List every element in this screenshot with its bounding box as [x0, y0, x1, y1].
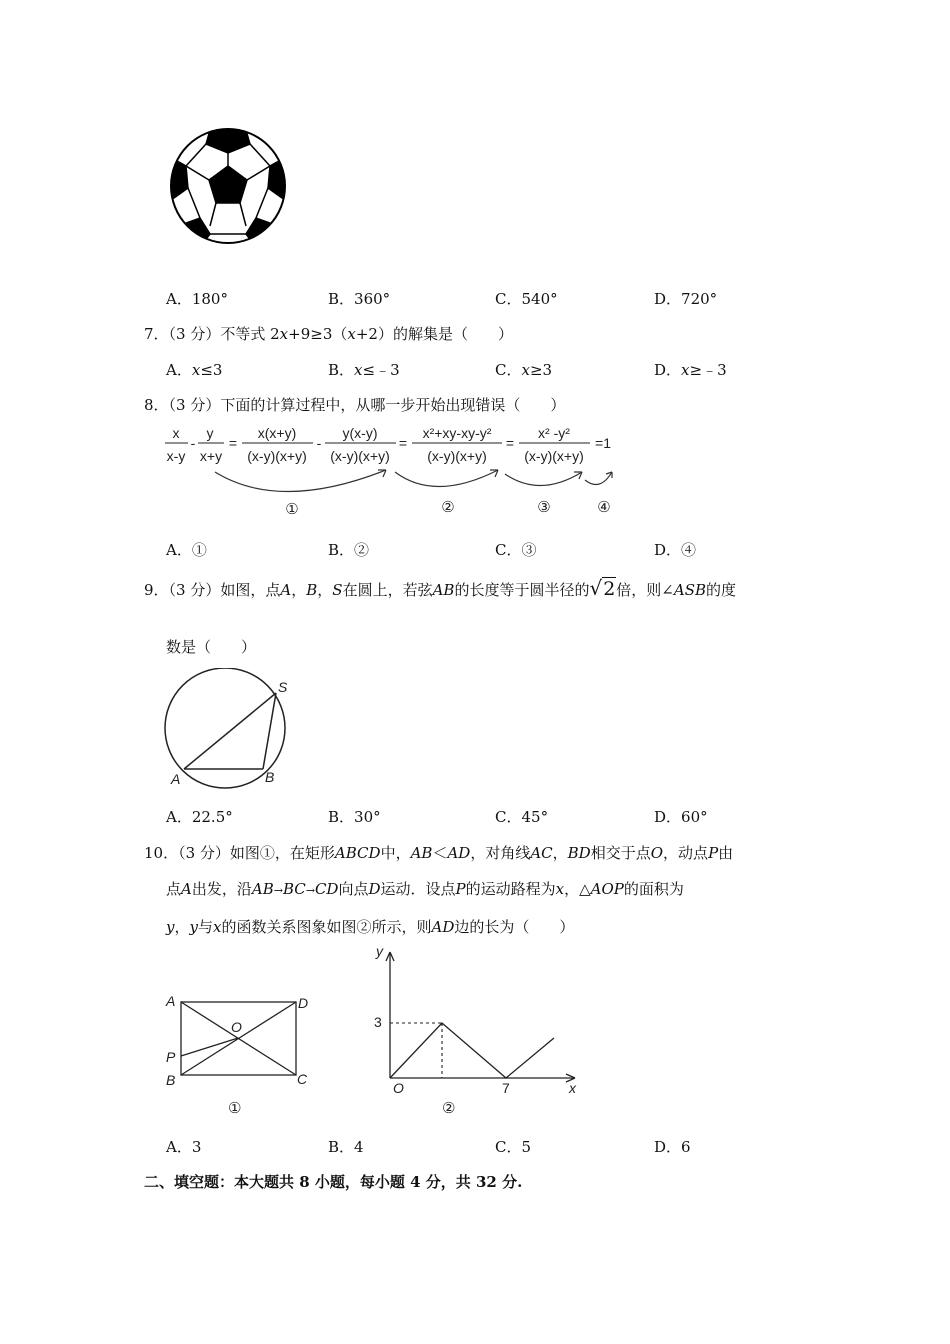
fig1-label-b: B	[166, 1072, 176, 1088]
fig2-label-o: O	[393, 1080, 404, 1096]
q9-stem-line2: 数是（ ）	[166, 638, 257, 656]
q8-f1-num: x	[172, 425, 180, 441]
q8-option-d: D．④	[654, 541, 697, 559]
q7-option-b: B．x≤﹣3	[328, 361, 400, 379]
q10-option-d: D．6	[654, 1138, 691, 1156]
q8-f1-den: x-y	[166, 448, 186, 464]
q10-option-b: B．4	[328, 1138, 364, 1156]
q8-eq-1: =	[228, 435, 238, 451]
fig1-label-c: C	[297, 1071, 308, 1087]
q6-option-a: A．180°	[166, 290, 228, 308]
q9-option-a: A．22.5°	[166, 808, 233, 826]
q10-graph-figure	[360, 940, 590, 1120]
q8-step-1: ①	[285, 501, 299, 518]
q6-option-c: C．540°	[495, 290, 558, 308]
q8-f6-num: x² -y²	[538, 425, 570, 441]
q8-step-2: ②	[441, 499, 455, 516]
q8-f3-den: (x-y)(x+y)	[247, 448, 307, 464]
q8-formula-figure	[160, 420, 620, 520]
q10-stem-line2: 点A出发，沿AB→BC→CD向点D运动．设点P的运动路程为x，△AOP的面积为	[166, 880, 684, 898]
sqrt-radicand: 2	[603, 578, 616, 600]
q9-option-d: D．60°	[654, 808, 708, 826]
fig2-label-y: y	[376, 943, 383, 959]
sqrt-symbol: √	[589, 576, 603, 600]
q9-option-c: C．45°	[495, 808, 549, 826]
q7-stem: 7．（3 分）不等式 2x+9≥3（x+2）的解集是（ ）	[144, 325, 513, 343]
q8-stem: 8．（3 分）下面的计算过程中，从哪一步开始出现错误（ ）	[144, 396, 566, 414]
fig1-label-p: P	[166, 1049, 176, 1065]
q7-option-c: C．x≥3	[495, 361, 553, 379]
fig2-caption: ②	[442, 1100, 456, 1117]
q8-eq-3: =	[505, 435, 515, 451]
fig1-label-a: A	[166, 993, 176, 1009]
q8-option-c: C．③	[495, 541, 537, 559]
q10-option-c: C．5	[495, 1138, 532, 1156]
q8-f2-den: x+y	[199, 448, 223, 464]
q8-f4-den: (x-y)(x+y)	[330, 448, 390, 464]
q7-option-a: A．x≤3	[166, 361, 223, 379]
q10-stem-line3: y，y与x的函数关系图象如图②所示，则AD边的长为（ ）	[166, 918, 575, 936]
q9-label-a: A	[171, 771, 181, 787]
fig1-label-d: D	[298, 995, 309, 1011]
q8-f4-num: y(x-y)	[342, 425, 378, 441]
q8-minus-2: -	[316, 435, 322, 451]
q10-rectangle-figure	[160, 990, 320, 1120]
q8-f2-num: y	[206, 425, 214, 441]
q8-eq-2: =	[398, 435, 408, 451]
soccer-ball-figure	[168, 126, 288, 246]
q8-minus-1: -	[190, 435, 196, 451]
q9-circle-figure	[160, 668, 300, 790]
section-2-heading: 二、填空题：本大题共 8 小题，每小题 4 分，共 32 分.	[144, 1173, 523, 1191]
q6-option-b: B．360°	[328, 290, 391, 308]
q8-option-b: B．②	[328, 541, 370, 559]
q8-result: =1	[595, 435, 611, 451]
q9-option-b: B．30°	[328, 808, 381, 826]
fig2-label-3: 3	[374, 1014, 382, 1030]
q8-f6-den: (x-y)(x+y)	[524, 448, 584, 464]
q8-step-3: ③	[537, 499, 551, 516]
q9-stem-line1: 9．（3 分）如图，点A，B，S在圆上，若弦AB的长度等于圆半径的√2倍，则∠ASB的度	[144, 576, 737, 600]
q9-label-b: B	[265, 769, 275, 785]
q10-option-a: A．3	[166, 1138, 202, 1156]
q8-step-4: ④	[597, 499, 611, 516]
q7-option-d: D．x≥﹣3	[654, 361, 727, 379]
fig2-label-7: 7	[502, 1080, 510, 1096]
q9-label-s: S	[278, 679, 288, 695]
fig1-label-o: O	[231, 1019, 242, 1035]
q8-f5-num: x²+xy-xy-y²	[422, 425, 492, 441]
q8-f3-num: x(x+y)	[257, 425, 297, 441]
fig1-caption: ①	[228, 1100, 242, 1117]
q8-option-a: A．①	[166, 541, 207, 559]
q10-stem-line1: 10．（3 分）如图①，在矩形ABCD中，AB＜AD，对角线AC，BD相交于点O，动点P由	[144, 844, 734, 862]
fig2-label-x: x	[569, 1080, 576, 1096]
q6-option-d: D．720°	[654, 290, 718, 308]
q8-f5-den: (x-y)(x+y)	[427, 448, 487, 464]
